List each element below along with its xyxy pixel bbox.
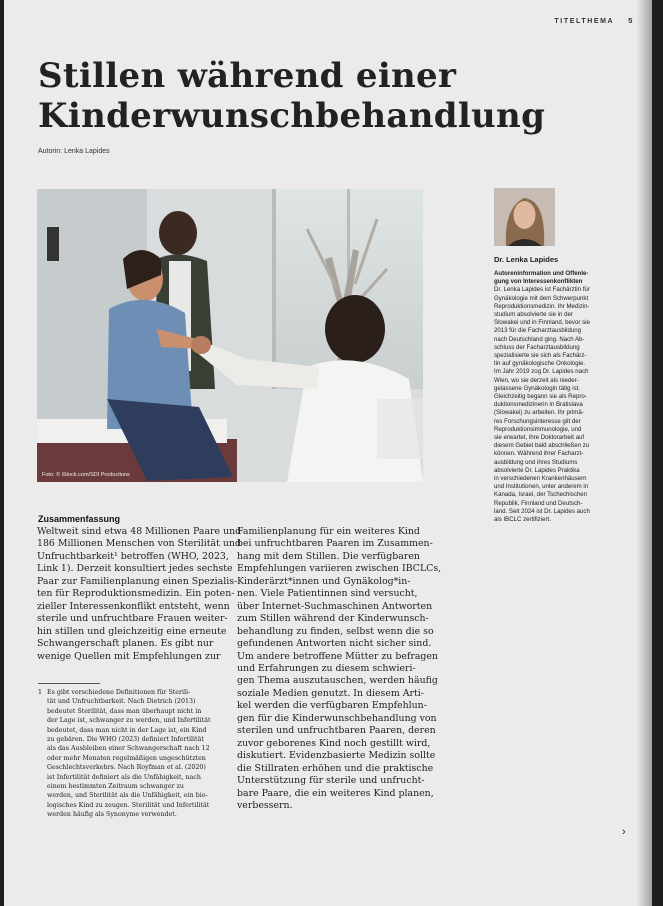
footnote-text-line: der Lage ist, schwanger zu werden, und Infertilität — [47, 717, 211, 725]
bio-text-line: Im Jahr 2019 zog Dr. Lapides nach — [494, 368, 589, 376]
summary-text-line: Weltweit sind etwa 48 Millionen Paare und — [37, 526, 242, 537]
summary-text-line: Unterstützung für sterile und unfrucht- — [237, 775, 425, 787]
footnote-text-line: bedeutet, dass man nicht in der Lage ist, ein Kind — [47, 726, 207, 734]
bio-text-line: sie erwartet, ihre Doktorarbeit auf — [494, 434, 585, 442]
bio-text-line: nach Deutschland ging. Nach Ab- — [494, 335, 585, 343]
author-sidebar — [494, 255, 624, 524]
summary-text-line: ten für Reproduktionsmedizin. Ein poten- — [37, 588, 235, 600]
bio-text-line: Reproduktionsmedizin. Ihr Medizin- — [494, 302, 590, 310]
clinic-consultation-image — [37, 189, 423, 482]
bio-text-line: diesem Gebiet bald abschließen zu — [494, 442, 590, 450]
summary-text-line: zieller Interessenkonflikt entsteht, wenn — [37, 600, 230, 612]
footnote-text-line: tät und Unfruchtbarkeit. Nach Dietrich (2013) — [47, 698, 196, 706]
footnote-text-line: werden häufig als Synonyme verwendet. — [47, 811, 177, 819]
article-title — [38, 56, 598, 136]
bio-text-line: duktionsmedizinerin in Bratislava — [494, 401, 583, 409]
summary-heading: Zusammenfassung — [38, 514, 121, 524]
magazine-page — [4, 0, 652, 906]
bio-text-line: schluss der Facharztausbildung — [494, 343, 580, 351]
bio-text-line: Gleichzeitig begann sie als Repro- — [494, 393, 587, 401]
summary-text-line: zuvor geborenes Kind noch gestillt wird, — [237, 737, 431, 749]
summary-text-line: die Stillraten erhöhen und die praktische — [237, 762, 434, 774]
footnote — [38, 688, 228, 820]
summary-text-line: wenige Quellen mit Empfehlungen zur — [37, 650, 221, 662]
summary-text-line: hang mit dem Stillen. Die verfügbaren — [237, 550, 420, 562]
bio-text-line: gelassene Gynäkologin tätig ist. — [494, 384, 581, 392]
next-page-arrow-icon[interactable]: › — [622, 826, 626, 838]
title-line: Kinderwunschbehandlung — [38, 96, 546, 136]
bio-text-line: tin auf gynäkologische Onkologie. — [494, 360, 586, 368]
author-bio — [494, 270, 624, 524]
bio-text-line: (Slowakei) zu arbeiten. Ihr primä- — [494, 409, 584, 417]
footnote-text-line: Es gibt verschiedene Definitionen für Sterili- — [47, 689, 191, 696]
summary-text-line: über Internet-Suchmaschinen Antworten — [237, 600, 433, 612]
bio-text-line: Wien, wo sie derzeit als nieder- — [494, 376, 579, 384]
summary-text-line: zum Stillen während der Kinderwunsch- — [237, 613, 429, 625]
bio-text-line: in verschiedenen Krankenhäusern — [494, 475, 587, 483]
summary-text-line: bei unfruchtbaren Paaren im Zusammen- — [237, 538, 433, 550]
summary-text-line: Link 1). Derzeit konsultiert jedes sechste — [37, 563, 233, 575]
bio-text-line: absolvierte Dr. Lapides Praktika — [494, 466, 580, 474]
footnote-marker: 1 — [38, 689, 43, 696]
bio-text-line: Republik, Finnland und Deutsch- — [494, 499, 583, 507]
bio-text-line: Kanada, Israel, der Tschechischen — [494, 491, 588, 499]
photo-credit: Foto: © iStock.com/SDI Productions — [42, 472, 130, 478]
summary-text-line: Unfruchtbarkeit¹ betroffen (WHO, 2023, — [37, 550, 229, 562]
footnote-text-line: bedeutet Sterilität, dass man überhaupt nicht in — [47, 707, 202, 715]
summary-text-line: 186 Millionen Menschen von Sterilität und — [37, 538, 241, 550]
footnote-divider — [38, 683, 100, 684]
footnote-text-line: zu gebären. Die WHO (2023) definiert Infertilität — [47, 736, 204, 744]
running-header — [554, 16, 634, 25]
bio-text-line: land. Seit 2024 ist Dr. Lapides auch — [494, 507, 590, 515]
summary-text-line: behandlung zu finden, selbst wenn die so — [237, 625, 434, 637]
summary-text-line: hin stillen und gleichzeitig eine erneute — [37, 625, 227, 637]
bio-text-line: res Forschungsinteresse gilt der — [494, 417, 581, 425]
summary-text-line: gen Thema auszutauschen, werden häufig — [237, 675, 438, 687]
bio-text-line: können. Während ihrer Facharzt- — [494, 450, 584, 458]
footnote-text-line: oder mehr Monaten regelmäßigen ungeschützten — [47, 754, 206, 762]
summary-text-line: Empfehlungen variieren zwischen IBCLCs, — [237, 563, 442, 575]
summary-text-line: kel werden die verfügbaren Empfehlun- — [237, 700, 427, 712]
bio-text-line: und Institutionen, unter anderem in — [494, 483, 589, 491]
page-number: 5 — [628, 16, 634, 25]
author-name: Dr. Lenka Lapides — [494, 255, 559, 264]
summary-text-line: Kinderärzt*innen und Gynäkolog*in- — [237, 575, 411, 587]
summary-text-line: gefundenen Antworten nicht sicher sind. — [237, 638, 432, 650]
bio-text-line: ausbildung und ihres Studiums — [494, 458, 578, 466]
bio-heading-line: Autoreninformation und Offenle- — [494, 270, 589, 277]
bio-text-line: 2013 für die Facharztausbildung — [494, 327, 582, 335]
footnote-text-line: als das Ausbleiben einer Schwangerschaft nach 12 — [47, 745, 210, 753]
summary-text-line: nen. Viele Patientinnen sind versucht, — [237, 588, 418, 600]
footnote-text-line: einem bestimmten Zeitraum schwanger zu — [47, 783, 184, 791]
summary-text-line: und Erfahrungen zu diesem schwieri- — [237, 662, 416, 674]
summary-text-line: Familienplanung für ein weiteres Kind — [237, 526, 420, 537]
summary-text-line: Um andere betroffene Mütter zu befragen — [237, 650, 438, 662]
bio-text-line: Gynäkologie mit dem Schwerpunkt — [494, 294, 589, 302]
summary-text-line: sterile und unfruchtbare Frauen weiter- — [37, 613, 228, 625]
summary-text-line: diskutiert. Evidenzbasierte Medizin sollte — [237, 750, 436, 762]
summary-text-line: sterilen und unfruchtbaren Paaren, deren — [237, 725, 436, 737]
summary-text-line: bare Paare, die ein weiteres Kind planen, — [237, 787, 434, 799]
summary-text-line: Schwangerschaft planen. Es gibt nur — [37, 638, 214, 650]
author-byline: Autorin: Lenka Lapides — [38, 148, 110, 155]
bio-text-line: Slowakei und in Finnland, bevor sie — [494, 319, 590, 327]
bio-heading-line: gung von Interessenkonflikten — [494, 278, 583, 286]
summary-column-1 — [37, 526, 242, 663]
section-label: TITELTHEMA — [554, 18, 615, 25]
summary-column-2 — [237, 526, 442, 812]
summary-text-line: gen für die Kinderwunschbehandlung von — [237, 712, 437, 724]
bio-text-line: als IBCLC zertifiziert. — [494, 516, 551, 524]
summary-text-line: soziale Medien genutzt. In diesem Arti- — [237, 687, 424, 699]
footnote-text-line: werden, und Sterilität als die Unfähigkeit, ein bio- — [47, 792, 208, 800]
footnote-text-line: logisches Kind zu zeugen. Sterilität und Infertilität — [47, 801, 210, 809]
bio-text-line: spezialisierte sie sich als Fachärz- — [494, 352, 587, 360]
footnote-text-line: Geschlechtsverkehrs. Nach Royfman et al. (2020) — [47, 764, 206, 772]
article-photo — [37, 189, 423, 482]
author-portrait — [494, 188, 555, 246]
summary-text-line: verbessern. — [237, 799, 293, 811]
title-line: Stillen während einer — [38, 56, 457, 96]
footnote-text-line: ist Infertilität definiert als die Unfähigkeit, nach — [47, 773, 201, 781]
bio-text-line: Dr. Lenka Lapides ist Fachärztin für — [494, 286, 590, 294]
summary-text-line: Paar zur Familienplanung einen Spezialis- — [37, 575, 238, 587]
bio-text-line: studium absolvierte sie in der — [494, 311, 573, 319]
bio-text-line: Reproduktionsimmunologie, und — [494, 425, 582, 433]
